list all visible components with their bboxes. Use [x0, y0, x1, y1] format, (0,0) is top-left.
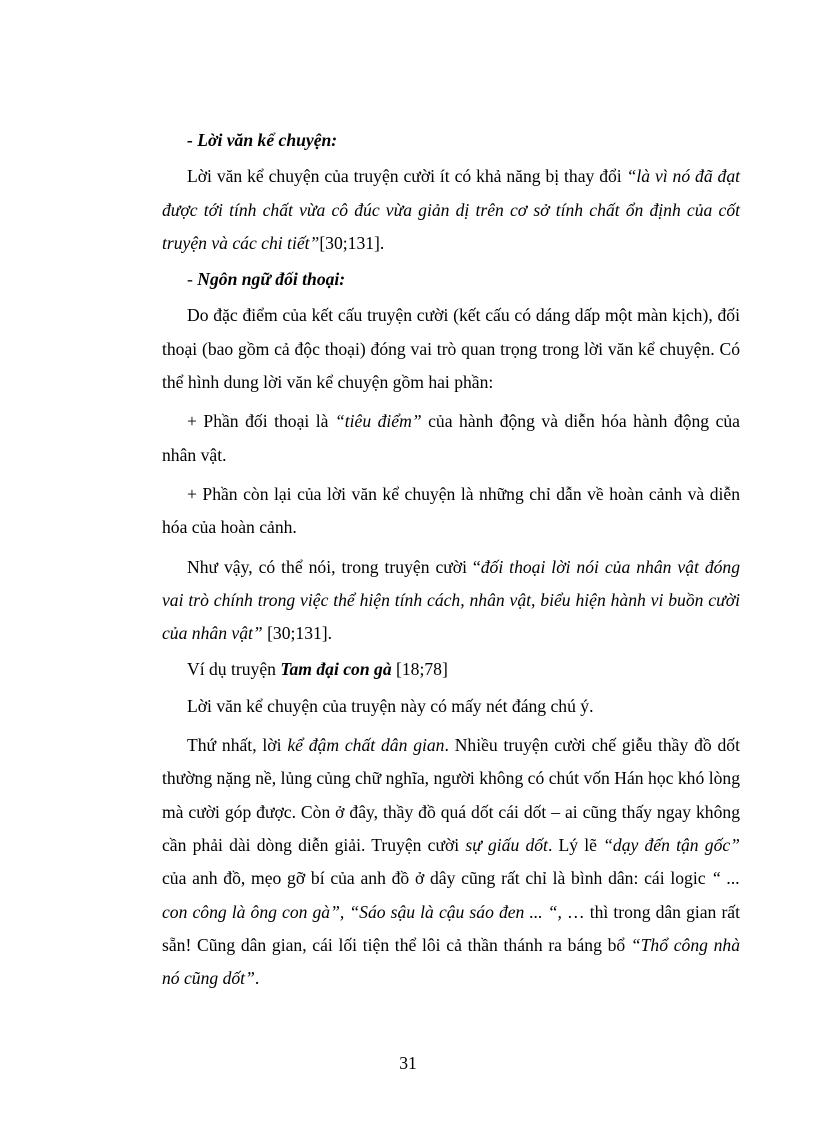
paragraph-1: Lời văn kể chuyện của truyện cười ít có khả năng bị thay đổi “là vì nó đã đạt được tới tính chất vừa cô đúc vừa giản dị trên cơ sở tính chất ổn định của cốt truyện và các chi tiết”[30;131].: [162, 166, 740, 253]
paragraph-7: Lời văn kể chuyện của truyện này có mấy nét đáng chú ý.: [187, 695, 594, 716]
paragraph-8: Thứ nhất, lời kể đậm chất dân gian. Nhiều truyện cười chế giễu thầy đồ dốt thường nặng nề, lủng củng chữ nghĩa, người không có chút vốn Hán học khó lòng mà cười góp được. Còn ở đây, thầy đồ quá dốt cái dốt – ai cũng thấy ngay không cần phải dài dòng diễn giải. Truyện cười sự giấu dốt. Lý lẽ “dạy đến tận gốc” của anh đồ, mẹo gỡ bí của anh đồ ở dây cũng rất chỉ là bình dân: cái logic “ ... con công là ông con gà”, “Sáo sậu là cậu sáo đen ... “, … thì trong dân gian rất sẵn! Cũng dân gian, cái lối tiện thể lôi cả thần thánh ra báng bổ “Thổ công nhà nó cũng dốt”.: [162, 735, 740, 989]
paragraph-3: + Phần đối thoại là “tiêu điểm” của hành động và diễn hóa hành động của nhân vật.: [162, 411, 740, 465]
page-number: 31: [399, 1053, 417, 1073]
heading-ngon-ngu-doi-thoai: - Ngôn ngữ đối thoại:: [187, 269, 346, 290]
paragraph-2: Do đặc điểm của kết cấu truyện cười (kết cấu có dáng dấp một màn kịch), đối thoại (bao gồm cả độc thoại) đóng vai trò quan trọng trong lời văn kể chuyện. Có thể hình dung lời văn kể chuyện gồm hai phần:: [162, 305, 740, 393]
paragraph-5: Như vậy, có thể nói, trong truyện cười “đối thoại lời nói của nhân vật đóng vai trò chính trong việc thể hiện tính cách, nhân vật, biểu hiện hành vi buồn cười của nhân vật” [30;131].: [162, 556, 741, 644]
document-page: [162, 124, 740, 995]
paragraph-6: Ví dụ truyện Tam đại con gà [18;78]: [187, 659, 448, 680]
heading-loi-van-ke-chuyen: - Lời văn kể chuyện:: [187, 130, 338, 150]
paragraph-4: + Phần còn lại của lời văn kể chuyện là những chỉ dẫn về hoàn cảnh và diễn hóa của hoàn cảnh.: [162, 483, 740, 538]
